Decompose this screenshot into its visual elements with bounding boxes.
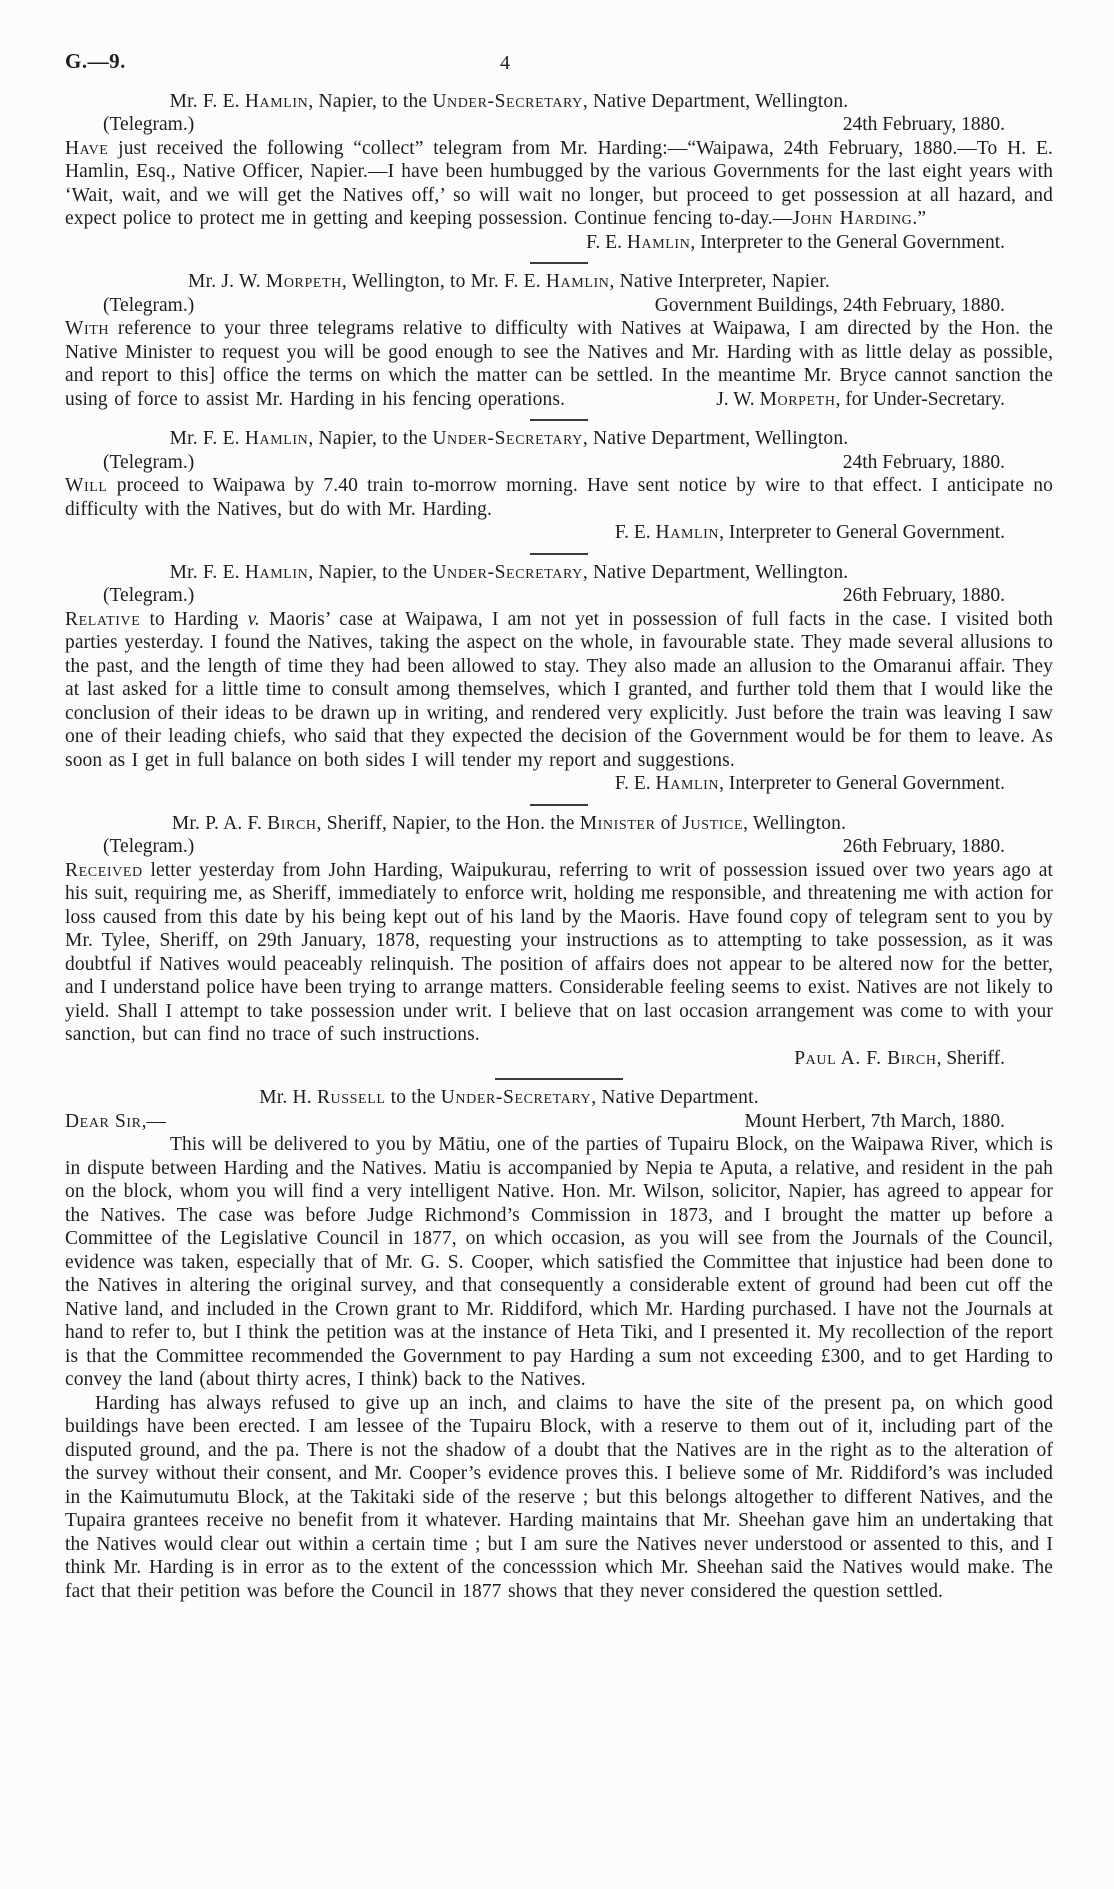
telegram-meta-line <box>65 584 1053 608</box>
telegram-signature: F. E. Hamlin, Interpreter to the General Government. <box>586 231 1005 253</box>
telegram-section-morpeth <box>65 270 1053 411</box>
letter-dateline: Mount Herbert, 7th March, 1880. <box>744 1110 1005 1132</box>
letter-paragraph: Harding has always refused to give up an inch, and claims to have the site of the present pa, on which good buildings have been erected. I am lessee of the Tupairu Block, with a reserve to them out of it, including part of the disputed ground, and the pa. There is not the shadow of a doubt that the Natives are in the right as to the alteration of the survey without their consent, and Mr. Cooper’s evidence proves this. I believe some of Mr. Riddiford’s was included in the Kaimutumutu Block, at the Takitaki side of the reserve ; but this belongs altogether to different Natives, and the Tupaira grantees receive no benefit from it whatever. Harding maintains that Mr. Sheehan gave him an undertaking that the Natives would clear out within a certain time ; but I am sure the Natives never understood or assented to this, and I think Mr. Harding is in error as to the extent of the concesssion which Mr. Sheehan said the Natives would make. The fact that their petition was before the Council in 1877 shows that they never considered the question settled. <box>65 1392 1053 1602</box>
letter-meta-line <box>65 1110 1053 1134</box>
telegram-label: (Telegram.) <box>103 451 195 473</box>
section-divider <box>530 804 588 806</box>
telegram-label: (Telegram.) <box>103 836 195 857</box>
telegram-meta-line <box>65 294 1053 318</box>
telegram-label: (Telegram.) <box>103 294 195 316</box>
telegram-heading: Mr. J. W. Morpeth, Wellington, to Mr. F. E. Hamlin, Native Interpreter, Napier. <box>188 271 830 292</box>
section-divider <box>530 262 588 264</box>
telegram-date: 24th February, 1880. <box>842 114 1005 135</box>
document-reference: G.—9. <box>65 49 126 73</box>
telegram-body: Will proceed to Waipawa by 7.40 train to-morrow morning. Have sent notice by wire to that effect. I anticipate no difficulty with the Natives, but do with Mr. Harding. <box>65 475 1053 520</box>
telegram-meta-line <box>65 113 1053 137</box>
telegram-body: Received letter yesterday from John Harding, Waipukurau, referring to writ of possession issued over two years ago at his suit, requiring me, as Sheriff, immediately to enforce writ, holding me responsible, and threatening me with action for loss caused from this date by his being kept out of his land by the Maoris. Have found copy of telegram sent to you by Mr. Tylee, Sheriff, on 29th January, 1878, requesting your instructions as to attempting to take possession, as it was doubtful if Natives would peaceably relinquish. The position of affairs does not appear to be altered now for the better, and I understand police have been trying to arrange matters. Considerable feeling seems to exist. Natives are not likely to yield. Shall I attempt to take possession under writ. I believe that on last occasion arrangement was come to with your sanction, but can find no trace of such instructions. <box>65 859 1053 1045</box>
page-header <box>65 50 1053 74</box>
telegram-label: (Telegram.) <box>103 114 195 135</box>
telegram-heading: Mr. F. E. Hamlin, Napier, to the Under-Secretary, Native Department, Wellington. <box>169 561 849 583</box>
page-number: 4 <box>500 52 510 74</box>
telegram-body: With reference to your three telegrams relative to difficulty with Natives at Waipawa, I am directed by the Hon. the Native Minister to request you will be good enough to see the Natives and Mr. Harding with as little delay as possible, and report to this] office the terms on which the matter can be settled. In the meantime Mr. Bryce cannot sanction the using of force to assist Mr. Harding in his fencing operations. <box>65 318 1053 410</box>
telegram-meta-line <box>65 835 1053 859</box>
telegram-heading: Mr. F. E. Hamlin, Napier, to the Under-Secretary, Native Department, Wellington. <box>169 428 849 449</box>
telegram-heading: Mr. F. E. Hamlin, Napier, to the Under-Secretary, Native Department, Wellington. <box>169 90 849 112</box>
telegram-section-hamlin-1 <box>65 90 1053 255</box>
telegram-date: Government Buildings, 24th February, 1880. <box>654 294 1005 316</box>
section-divider <box>495 1078 623 1080</box>
telegram-signature: Paul A. F. Birch, Sheriff. <box>794 1047 1005 1069</box>
letter-salutation: Dear Sir,— <box>65 1110 166 1132</box>
telegram-date: 26th February, 1880. <box>842 836 1005 857</box>
letter-section-russell <box>65 1086 1053 1603</box>
telegram-meta-line <box>65 451 1053 475</box>
telegram-body: Have just received the following “collect” telegram from Mr. Harding:—“Waipawa, 24th February, 1880.—To H. E. Hamlin, Esq., Native Officer, Napier.—I have been humbugged by the various Governments for the last eight years with ‘Wait, wait, and we will get the Natives off,’ so will wait no longer, but proceed to get possession at all hazard, and expect police to protect me in getting and keeping possession. Continue fencing to-day.—John Harding.” <box>65 137 1053 229</box>
telegram-signature: J. W. Morpeth, for Under-Secretary. <box>716 388 1005 410</box>
telegram-section-hamlin-3 <box>65 561 1053 796</box>
letter-paragraph: This will be delivered to you by Mātiu, one of the parties of Tupairu Block, on the Waipawa River, which is in dispute between Harding and the Natives. Matiu is accompanied by Nepia te Aputa, a relative, and resident in the pah on the block, whom you will find a very intelligent Native. Hon. Mr. Wilson, solicitor, Napier, has agreed to appear for the Natives. The case was before Judge Richmond’s Commission in 1873, and I brought the matter up before a Committee of the Legislative Council in 1877, on which occasion, as you will see from the Journals of the Council, evidence was taken, especially that of Mr. G. S. Cooper, which satisfied the Committee that injustice had been done to the Natives in altering the original survey, and that consequently a considerable extent of ground had been cut off the Native land, and included in the Crown grant to Mr. Riddiford, which Mr. Harding purchased. I have not the Journals at hand to refer to, but I think the petition was at the instance of Heta Tiki, and I presented it. My recollection of the report is that the Committee recommended the Government to pay Harding a sum not exceeding £300, and to get Harding to convey the land (about thirty acres, I think) back to the Natives. <box>65 1134 1053 1390</box>
telegram-signature: F. E. Hamlin, Interpreter to General Government. <box>614 773 1005 794</box>
letter-heading: Mr. H. Russell to the Under-Secretary, Native Department. <box>259 1087 759 1108</box>
telegram-date: 24th February, 1880. <box>842 451 1005 473</box>
telegram-section-hamlin-2 <box>65 427 1053 545</box>
telegram-section-birch <box>65 812 1053 1071</box>
telegram-signature: F. E. Hamlin, Interpreter to General Government. <box>614 522 1005 543</box>
telegram-label: (Telegram.) <box>103 585 195 606</box>
telegram-body: Relative to Harding v. Maoris’ case at Waipawa, I am not yet in possession of full facts in the case. I visited both parties yesterday. I found the Natives, taking the aspect on the whole, in favourable state. They made several allusions to the past, and the length of time they had been allowed to stay. They also made an allusion to the Omaranui affair. They at last asked for a little time to consult among themselves, which I granted, and further told them that I would like the conclusion of their ideas to be drawn up in writing, and rendered very explicitly. Just before the train was leaving I saw one of their leading chiefs, who said that they expected the decision of the Government would be for them to leave. As soon as I get in full balance on both sides I will tender my report and suggestions. <box>65 608 1053 771</box>
telegram-heading: Mr. P. A. F. Birch, Sheriff, Napier, to the Hon. the Minister of Justice, Wellington. <box>171 812 847 834</box>
section-divider <box>530 553 588 555</box>
section-divider <box>530 419 588 421</box>
telegram-date: 26th February, 1880. <box>842 585 1005 606</box>
